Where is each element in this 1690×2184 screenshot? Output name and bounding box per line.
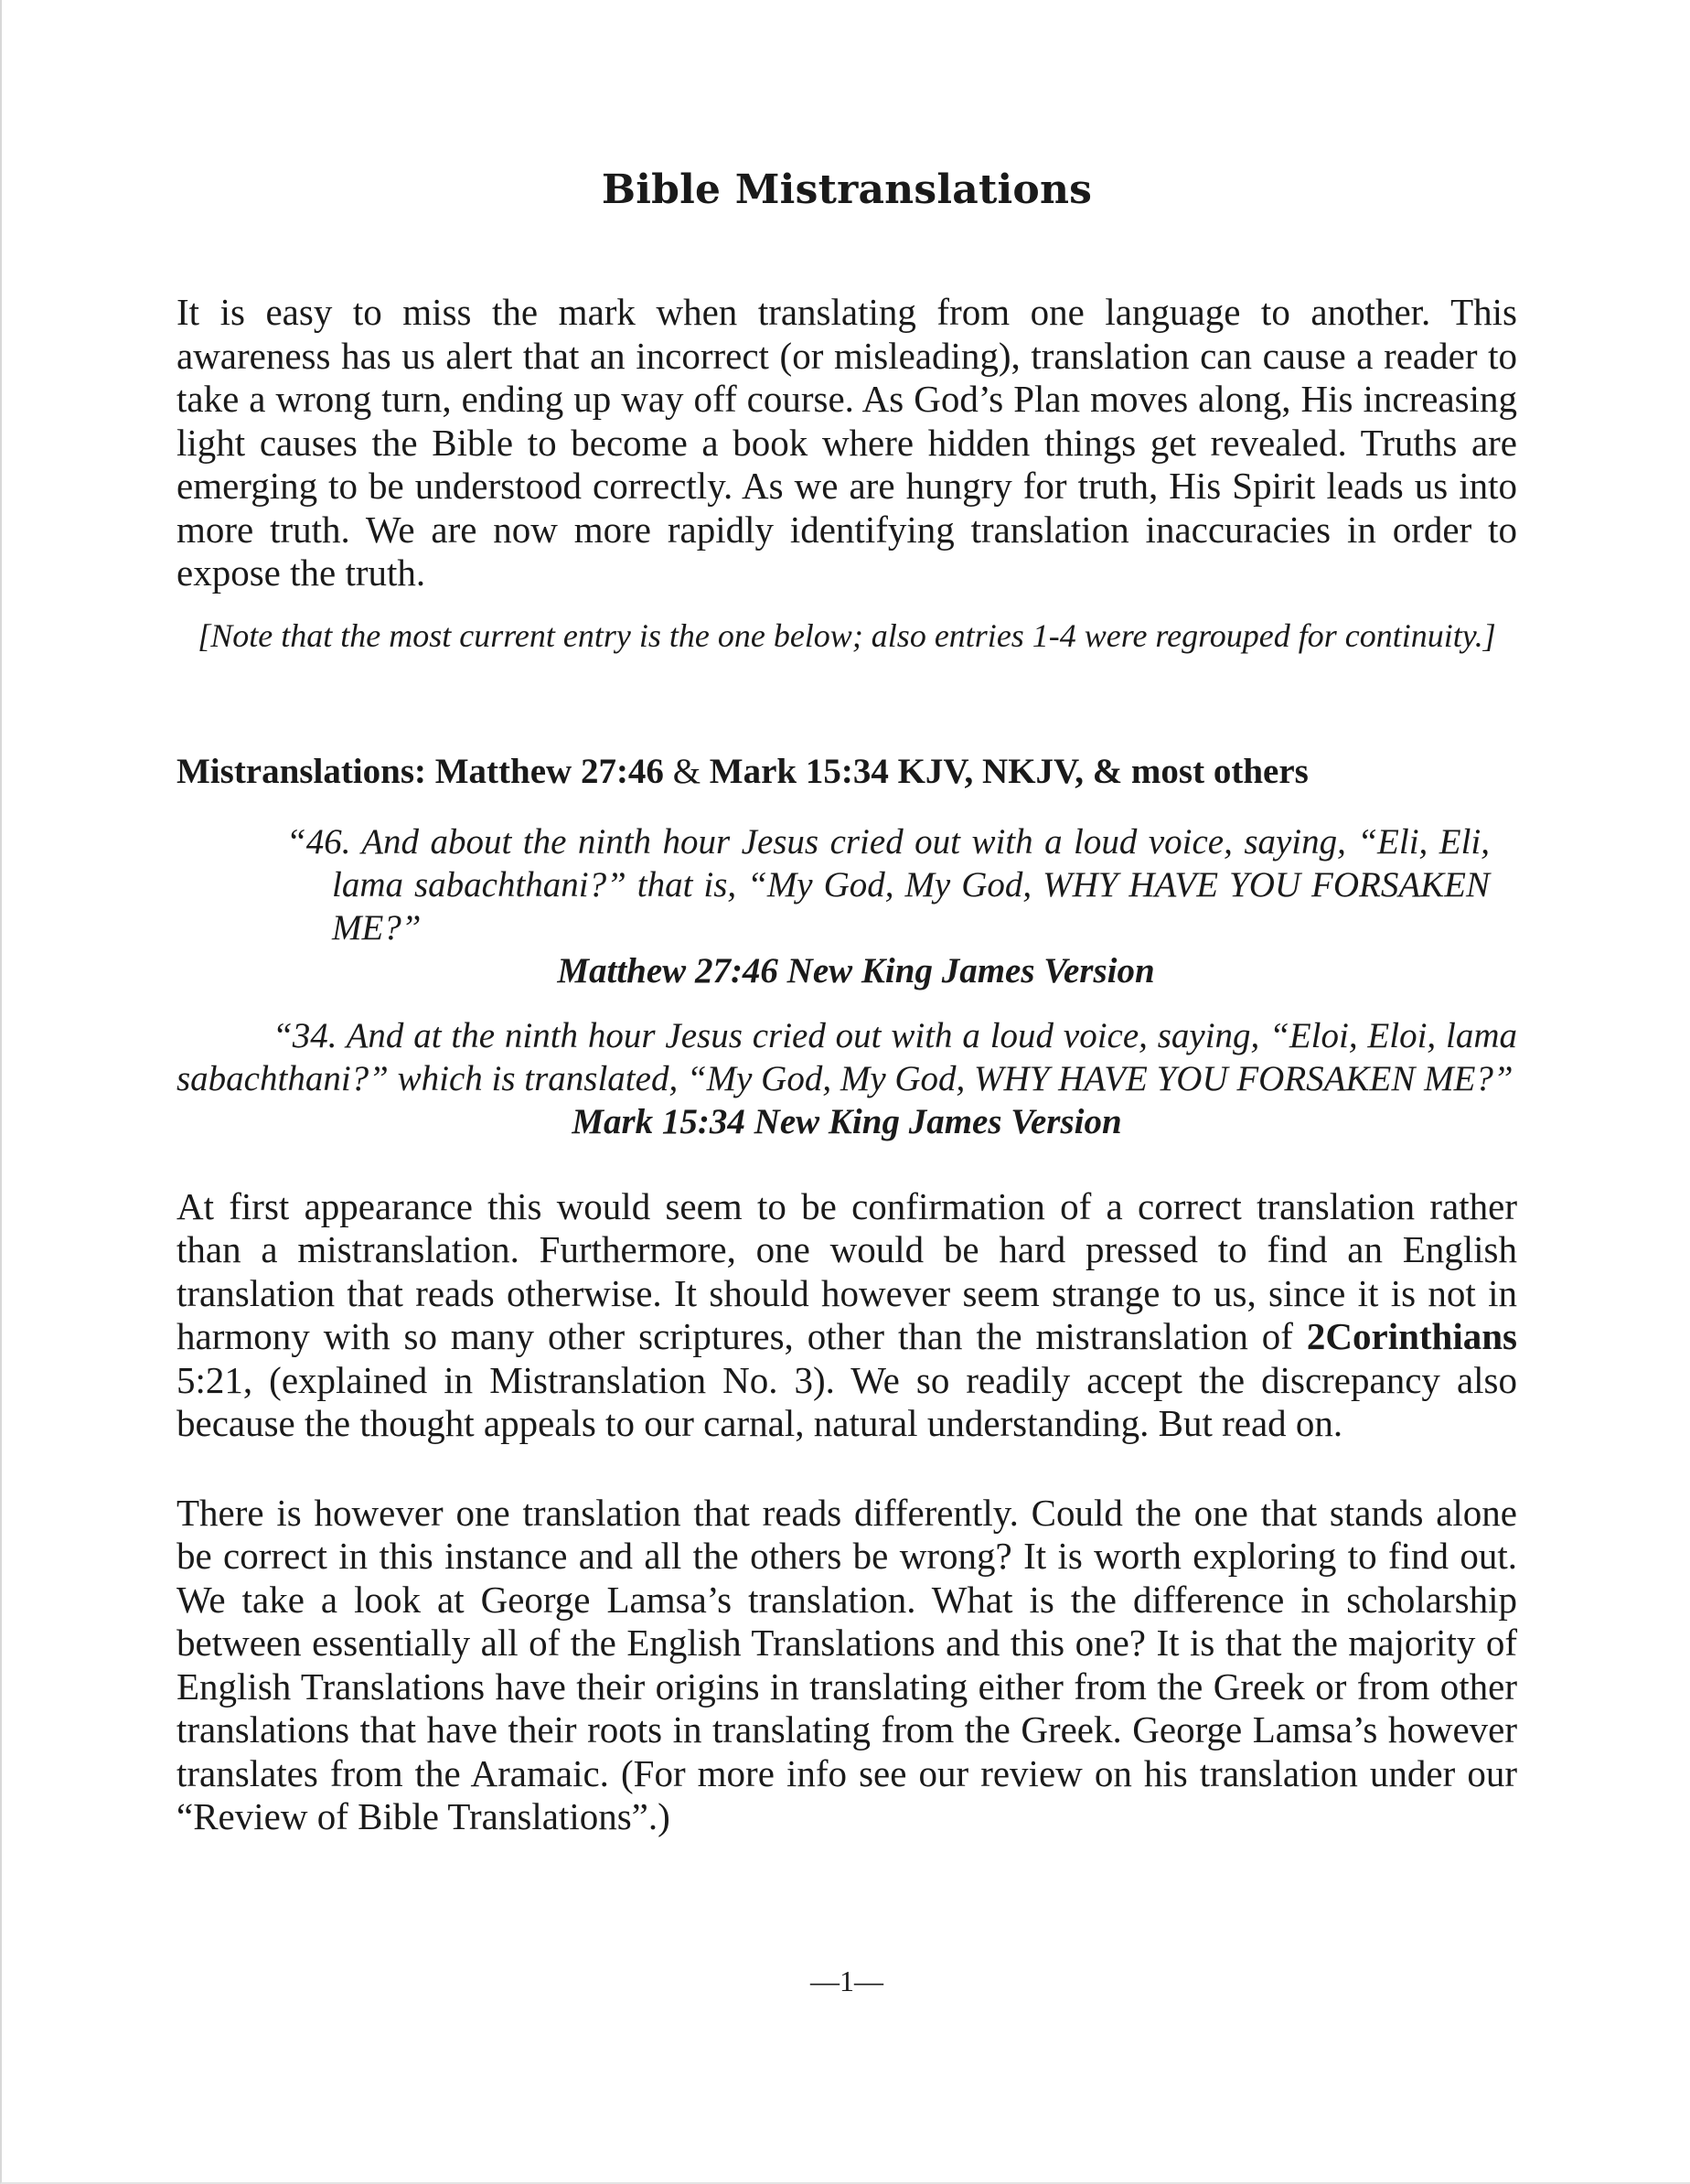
section-heading-ampersand: &	[672, 751, 701, 791]
body-paragraph-2	[176, 1185, 1517, 1446]
scripture-quote-matthew	[176, 820, 1517, 992]
quote-text: “34. And at the ninth hour Jesus cried out with a loud voice, saying, “Eloi, Eloi, lama sabachthani?” which is translated, “My God, My God, WHY HAVE YOU FORSAKEN ME?”	[176, 1015, 1517, 1098]
paragraph-text: At first appearance this would seem to be confirmation of a correct translation rather than a mistranslation. Furthermore, one would be hard pressed to find an English translation that reads otherwise. It should however seem strange to us, since it is not in harmony with so many other scriptures, other than the mistranslation of	[176, 1184, 1517, 1357]
scripture-quote-mark	[176, 1014, 1517, 1143]
intro-paragraph: It is easy to miss the mark when translating from one language to another. This awareness has us alert that an incorrect (or misleading), translation can cause a reader to take a wrong turn, ending up way off course. As God’s Plan moves along, His increasing light causes the Bible to become a book where hidden things get revealed. Truths are emerging to be understood correctly. As we are hungry for truth, His Spirit leads us into more truth. We are now more rapidly identifying translation inaccuracies in order to expose the truth.	[176, 291, 1517, 594]
page-content	[176, 163, 1517, 1839]
section-heading-part2: Mark 15:34 KJV, NKJV, & most others	[701, 751, 1309, 791]
scripture-reference-bold: 2Corinthians	[1306, 1315, 1517, 1357]
quote-reference: Matthew 27:46 New King James Version	[557, 950, 1155, 990]
quote-reference: Mark 15:34 New King James Version	[572, 1101, 1122, 1141]
page-number: —1—	[810, 1965, 883, 1997]
page-title: Bible Mistranslations	[601, 166, 1093, 213]
paragraph-text: 5:21, (explained in Mistranslation No. 3). We so readily accept the discrepancy also because the thought appeals to our carnal, natural understanding. But read on.	[176, 1358, 1517, 1444]
section-heading-part1: Mistranslations: Matthew 27:46	[176, 751, 673, 791]
section-heading	[176, 749, 1517, 795]
editor-note: [Note that the most current entry is the one below; also entries 1-4 were regrouped for continuity.]	[198, 616, 1496, 654]
quote-text: “46. And about the ninth hour Jesus cried out with a loud voice, saying, “Eli, Eli, lama sabachthani?” that is, “My God, My God, WHY HAVE YOU FORSAKEN ME?”	[286, 821, 1490, 947]
body-paragraph-3: There is however one translation that reads differently. Could the one that stands alone be correct in this instance and all the others be wrong? It is worth exploring to find out. We take a look at George Lamsa’s translation. What is the difference in scholarship between essentially all of the English Translations and this one? It is that the majority of English Translations have their origins in translating either from the Greek or from other translations that have their roots in translating from the Greek. George Lamsa’s however translates from the Aramaic. (For more info see our review on his translation under our “Review of Bible Translations”.)	[176, 1491, 1517, 1837]
